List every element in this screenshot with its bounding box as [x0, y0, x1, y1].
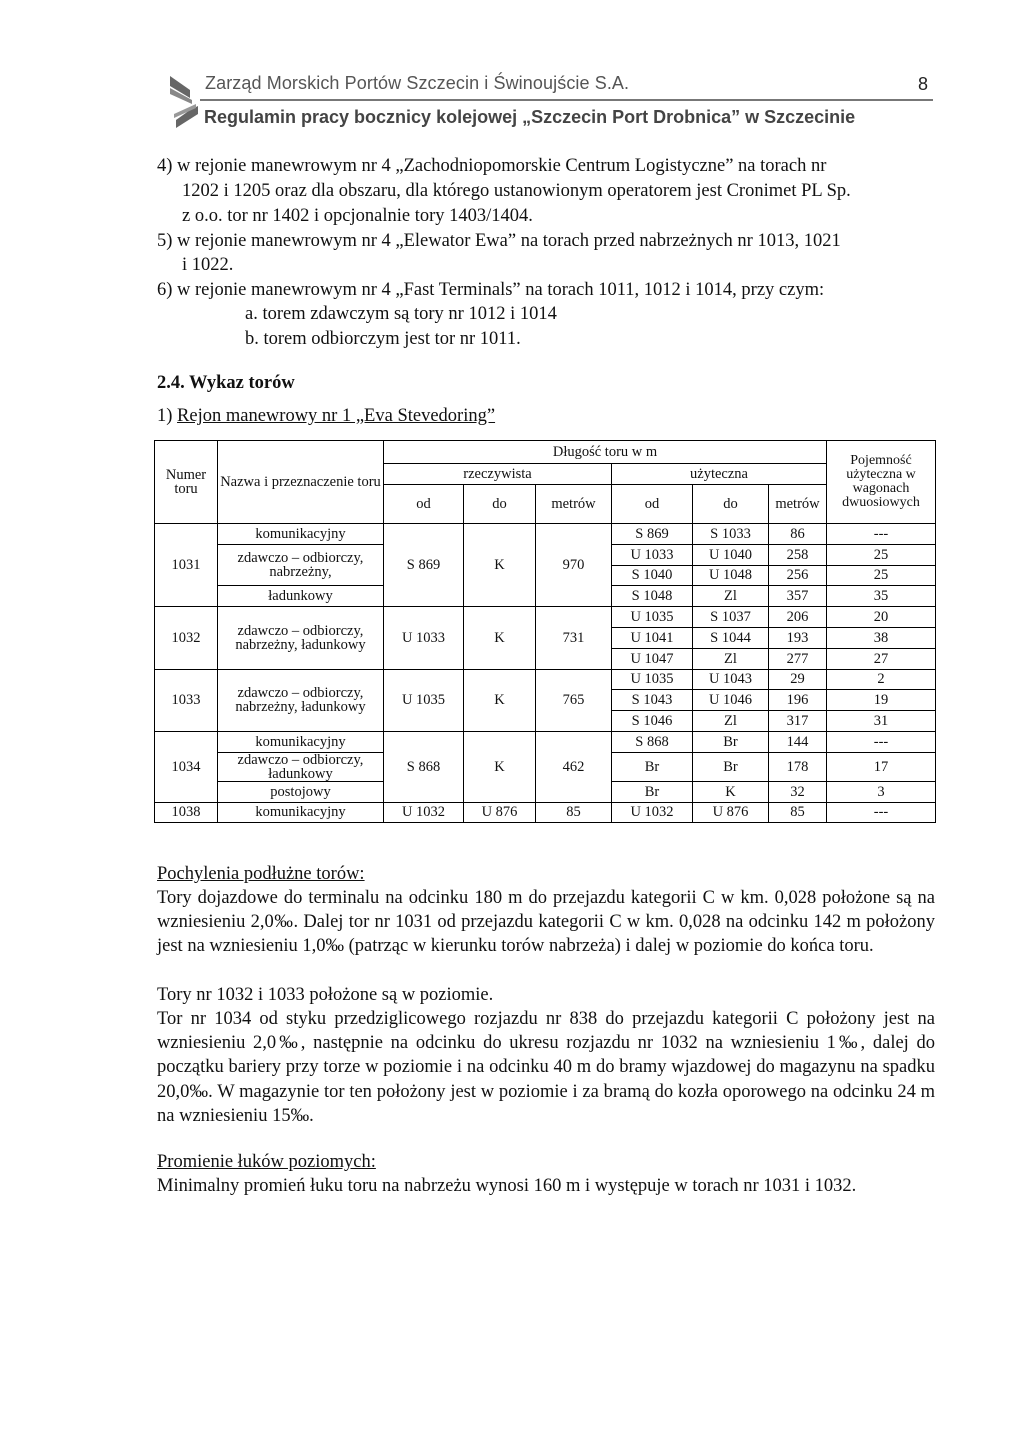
item-6-line-1: 6) w rejonie manewrowym nr 4 „Fast Terminals” na torach 1011, 1012 i 1014, przy czym:: [157, 280, 825, 300]
table-row: [155, 731, 936, 752]
header-track-name: [218, 441, 384, 524]
usable-meters-cell: 196: [769, 690, 827, 711]
item-4-line-2: 1202 i 1205 oraz dla obszaru, dla którego ustanowionym operatorem jest Cronimet PL Sp.: [182, 181, 851, 201]
capacity-cell: 20: [827, 607, 936, 628]
actual-to-cell: K: [464, 731, 536, 802]
usable-meters-cell: 317: [769, 711, 827, 732]
track-purpose-cell: zdawczo – odbiorczy, nabrzeżny,: [218, 544, 384, 586]
curves-paragraph: Minimalny promień łuku toru na nabrzeżu wynosi 160 m i występuje w torach nr 1031 i 1032.: [157, 1176, 857, 1196]
header-track-number: [155, 441, 218, 524]
capacity-cell: 27: [827, 648, 936, 669]
usable-from-cell: S 868: [612, 731, 693, 752]
usable-from-cell: U 1035: [612, 669, 693, 690]
item-4-line-1: 4) w rejonie manewrowym nr 4 „Zachodniopomorskie Centrum Logistyczne” na torach nr: [157, 156, 827, 176]
usable-to-cell: S 1044: [693, 627, 769, 648]
usable-meters-cell: 206: [769, 607, 827, 628]
slopes-paragraph-3: Tor nr 1034 od styku przedziglicowego rozjazdu nr 838 do przejazdu kategorii C położony jest na wzniesieniu 2,0‰, następnie na odcinku do ukresu rozjazdu nr 1032 na wzniesieniu 1‰, dalej do początku bariery przy torze w poziomie i na odcinku 40 m do bramy wjazdowej do magazynu na spadku 20,0‰. W magazynie tor ten położony jest w poziomie i za bramą do kozła oporowego na odcinku 24 m na wzniesieniu 15‰.: [157, 1009, 935, 1126]
usable-to-cell: U 1043: [693, 669, 769, 690]
actual-meters-cell: 85: [536, 802, 612, 823]
table-row: [155, 669, 936, 690]
capacity-cell: 25: [827, 544, 936, 565]
track-purpose-cell: zdawczo – odbiorczy, ładunkowy: [218, 752, 384, 781]
usable-to-cell: Br: [693, 752, 769, 781]
header-actual-meters: metrów: [536, 485, 612, 524]
capacity-cell: 35: [827, 586, 936, 607]
header-document-title: Regulamin pracy bocznicy kolejowej „Szczecin Port Drobnica” w Szczecinie: [204, 107, 856, 127]
item-5-line-1: 5) w rejonie manewrowym nr 4 „Elewator Ewa” na torach przed nabrzeżnych nr 1013, 1021: [157, 231, 841, 251]
track-number-cell: 1034: [155, 731, 218, 802]
actual-from-cell: U 1033: [384, 607, 464, 669]
header-track-number-text: Numer toru: [165, 467, 207, 497]
usable-from-cell: S 1048: [612, 586, 693, 607]
header-usable-to: do: [693, 485, 769, 524]
usable-to-cell: U 1040: [693, 544, 769, 565]
usable-to-cell: Zl: [693, 711, 769, 732]
track-purpose-cell: ładunkowy: [218, 586, 384, 607]
usable-from-cell: U 1033: [612, 544, 693, 565]
track-purpose-cell: postojowy: [218, 781, 384, 802]
header-actual-from: od: [384, 485, 464, 524]
usable-from-cell: Br: [612, 752, 693, 781]
usable-from-cell: S 869: [612, 524, 693, 545]
usable-to-cell: Zl: [693, 586, 769, 607]
actual-to-cell: K: [464, 524, 536, 607]
header-actual-length: rzeczywista: [384, 464, 612, 485]
company-logo-icon: [166, 70, 200, 132]
header-divider: [200, 99, 933, 101]
header-actual-to: do: [464, 485, 536, 524]
track-purpose-cell: komunikacyjny: [218, 524, 384, 545]
header-usable-from: od: [612, 485, 693, 524]
usable-to-cell: S 1037: [693, 607, 769, 628]
header-usable-meters: metrów: [769, 485, 827, 524]
capacity-cell: 19: [827, 690, 936, 711]
usable-from-cell: S 1043: [612, 690, 693, 711]
slopes-paragraph-1: Tory dojazdowe do terminalu na odcinku 180 m do przejazdu kategorii C w km. 0,028 położone są na wzniesieniu 2,0‰. Dalej tor nr 1031 od przejazdu kategorii C w km. 0,028 na odcinku 142 m położony jest na wzniesieniu 1,0‰ (patrząc w kierunku torów nabrzeża) i dalej w poziomie do końca toru.: [157, 888, 935, 957]
capacity-cell: 3: [827, 781, 936, 802]
track-purpose-cell: zdawczo – odbiorczy, nabrzeżny, ładunkowy: [218, 607, 384, 669]
item-6-sub-a: a. torem zdawczym są tory nr 1012 i 1014: [245, 304, 557, 324]
slopes-paragraph-2: Tory nr 1032 i 1033 położone są w poziomie.: [157, 985, 494, 1005]
actual-meters-cell: 731: [536, 607, 612, 669]
usable-meters-cell: 178: [769, 752, 827, 781]
actual-meters-cell: 765: [536, 669, 612, 731]
header-track-name-text: Nazwa i przeznaczenie toru: [220, 474, 381, 490]
item-5-line-2: i 1022.: [182, 255, 234, 275]
usable-meters-cell: 193: [769, 627, 827, 648]
usable-from-cell: Br: [612, 781, 693, 802]
track-number-cell: 1032: [155, 607, 218, 669]
actual-meters-cell: 462: [536, 731, 612, 802]
actual-from-cell: U 1035: [384, 669, 464, 731]
usable-to-cell: U 1046: [693, 690, 769, 711]
capacity-cell: ---: [827, 802, 936, 823]
usable-meters-cell: 357: [769, 586, 827, 607]
usable-from-cell: U 1047: [612, 648, 693, 669]
track-number-cell: 1031: [155, 524, 218, 607]
usable-meters-cell: 277: [769, 648, 827, 669]
tracks-table: [154, 440, 936, 823]
slopes-heading: Pochylenia podłużne torów:: [157, 864, 365, 884]
actual-meters-cell: 970: [536, 524, 612, 607]
header-organization: Zarząd Morskich Portów Szczecin i Świnoujście S.A.: [205, 73, 630, 93]
section-heading: 2.4. Wykaz torów: [157, 373, 295, 393]
capacity-cell: 17: [827, 752, 936, 781]
actual-to-cell: U 876: [464, 802, 536, 823]
header-track-length: Długość toru w m: [384, 441, 827, 464]
usable-from-cell: S 1046: [612, 711, 693, 732]
capacity-cell: 31: [827, 711, 936, 732]
curves-heading: Promienie łuków poziomych:: [157, 1152, 376, 1172]
usable-meters-cell: 86: [769, 524, 827, 545]
item-4-line-3: z o.o. tor nr 1402 i opcjonalnie tory 1403/1404.: [182, 206, 533, 226]
capacity-cell: ---: [827, 524, 936, 545]
capacity-cell: 2: [827, 669, 936, 690]
usable-meters-cell: 85: [769, 802, 827, 823]
actual-from-cell: U 1032: [384, 802, 464, 823]
usable-from-cell: U 1032: [612, 802, 693, 823]
capacity-cell: 38: [827, 627, 936, 648]
usable-meters-cell: 258: [769, 544, 827, 565]
usable-to-cell: S 1033: [693, 524, 769, 545]
table-row: [155, 607, 936, 628]
usable-meters-cell: 144: [769, 731, 827, 752]
actual-to-cell: K: [464, 607, 536, 669]
usable-meters-cell: 256: [769, 565, 827, 586]
capacity-cell: 25: [827, 565, 936, 586]
track-number-cell: 1038: [155, 802, 218, 823]
usable-from-cell: S 1040: [612, 565, 693, 586]
table-row: [155, 524, 936, 545]
usable-from-cell: U 1035: [612, 607, 693, 628]
capacity-cell: ---: [827, 731, 936, 752]
actual-from-cell: S 869: [384, 524, 464, 607]
usable-from-cell: U 1041: [612, 627, 693, 648]
header-usable-length: użyteczna: [612, 464, 827, 485]
usable-meters-cell: 32: [769, 781, 827, 802]
usable-to-cell: U 1048: [693, 565, 769, 586]
usable-to-cell: K: [693, 781, 769, 802]
actual-from-cell: S 868: [384, 731, 464, 802]
track-number-cell: 1033: [155, 669, 218, 731]
usable-to-cell: Zl: [693, 648, 769, 669]
item-6-sub-b: b. torem odbiorczym jest tor nr 1011.: [245, 329, 521, 349]
usable-meters-cell: 29: [769, 669, 827, 690]
section-subheading-text: Rejon manewrowy nr 1 „Eva Stevedoring”: [177, 406, 496, 426]
page-number: 8: [918, 74, 929, 94]
track-purpose-cell: komunikacyjny: [218, 731, 384, 752]
track-purpose-cell: zdawczo – odbiorczy, nabrzeżny, ładunkowy: [218, 669, 384, 731]
header-capacity: Pojemność użyteczna w wagonach dwuosiowych: [827, 441, 936, 524]
usable-to-cell: Br: [693, 731, 769, 752]
actual-to-cell: K: [464, 669, 536, 731]
section-subheading: 1) Rejon manewrowy nr 1 „Eva Stevedoring”: [157, 406, 496, 426]
track-purpose-cell: komunikacyjny: [218, 802, 384, 823]
usable-to-cell: U 876: [693, 802, 769, 823]
table-row: [155, 802, 936, 823]
